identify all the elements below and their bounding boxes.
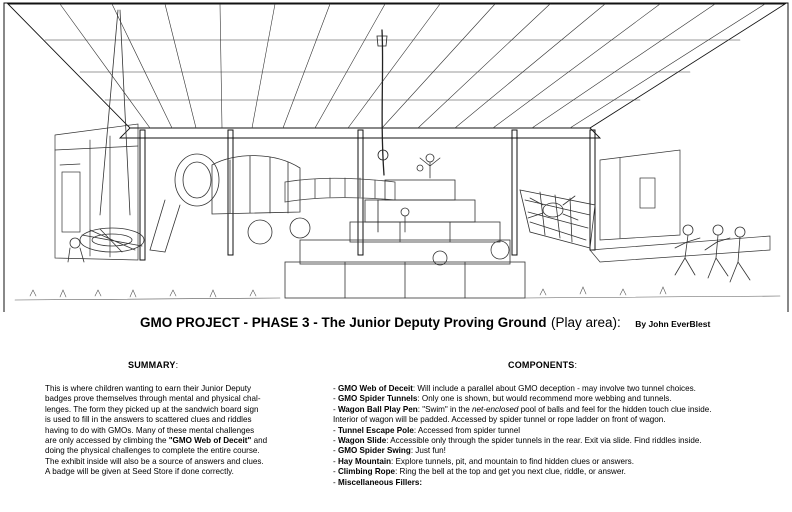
component-item: - GMO Web of Deceit: Will include a parallel about GMO deception - may involve two tunnel choices. (333, 384, 696, 393)
covered-wagon (150, 154, 310, 252)
title-main: GMO PROJECT - PHASE 3 - The Junior Deputy Proving Ground (140, 315, 547, 330)
component-name: GMO Spider Swing (337, 446, 411, 456)
left-shed (55, 124, 138, 260)
component-name: Miscellaneous Fillers (337, 477, 420, 487)
component-desc: : Only one is shown, but would recommend more webbing and tunnels. (417, 394, 672, 404)
component-item: - Hay Mountain: Explore tunnels, pit, and mountain to find hidden clues or answers. (333, 456, 634, 466)
component-item: - Wagon Ball Play Pen: "Swim" in the net-enclosed pool of balls and feel for the hidden touch clue inside. (333, 404, 712, 414)
summary-line: badges prove themselves through mental and physical chal- (45, 394, 261, 404)
components-list (333, 384, 783, 488)
climbing-rope (377, 30, 388, 232)
children-on-hay (401, 154, 440, 232)
summary-line: doing the physical challenges to complete the entire course. (45, 446, 260, 456)
component-desc: : Accessible only through the spider tunnels in the rear. Exit via slide. Find riddles inside. (386, 436, 702, 446)
summary-line-tail: and (251, 436, 268, 446)
component-name: GMO Web of Deceit (337, 384, 413, 393)
summary-line-text: are only accessed by climbing the (45, 436, 169, 446)
spider-swing (68, 10, 144, 262)
summary-line: This is where children wanting to earn their Junior Deputy (45, 384, 252, 393)
hay-mountain (285, 180, 525, 298)
summary-line: lenges. The form they picked up at the sandwich board sign (45, 404, 259, 414)
component-desc: Interior of wagon will be padded. Accessed by spider tunnel or rope ladder on front of wagon. (333, 415, 666, 425)
web-of-deceit-quote: "GMO Web of Deceit" (168, 436, 252, 446)
summary-line: A badge will be given at Seed Store if done correctly. (45, 467, 234, 477)
components-heading: COMPONENTS: (508, 360, 578, 370)
component-desc: : Will include a parallel about GMO deception - may involve two tunnel choices. (412, 384, 696, 393)
running-children (675, 225, 750, 282)
summary-text (45, 384, 325, 478)
title-subtitle: (Play area): (550, 315, 621, 330)
component-desc: : Accessed from spider tunnel (413, 425, 520, 435)
component-name: Climbing Rope (337, 467, 396, 477)
component-item: - GMO Spider Swing: Just fun! (333, 446, 446, 456)
component-desc: : "Swim" in the (417, 404, 473, 414)
component-name: Hay Mountain (337, 456, 392, 466)
web-of-deceit (520, 190, 595, 248)
component-item: - GMO Spider Tunnels: Only one is shown, but would recommend more webbing and tunnels. (333, 394, 672, 404)
component-item: - Miscellaneous Fillers: (333, 477, 423, 487)
component-desc-tail: pool of balls and feel for the hidden touch clue inside. (518, 404, 712, 414)
roof (8, 4, 785, 138)
summary-line (45, 436, 325, 446)
components-heading-text: COMPONENTS (508, 360, 575, 370)
component-desc: : Ring the bell at the top and get you next clue, riddle, or answer. (395, 467, 626, 477)
component-desc: : Explore tunnels, pit, and mountain to find hidden clues or answers. (391, 456, 634, 466)
component-name: Wagon Slide (337, 436, 387, 446)
component-desc: : (419, 477, 423, 487)
spider-tunnel (285, 178, 395, 202)
component-desc: : Just fun! (410, 446, 446, 456)
summary-line: is used to fill in the answers to scattered clues and riddles (45, 415, 252, 425)
summary-heading-text: SUMMARY (128, 360, 176, 370)
component-name: Tunnel Escape Pole (337, 425, 414, 435)
component-name: GMO Spider Tunnels (337, 394, 418, 404)
summary-line: The exhibit inside will also be a source of answers and clues. (45, 456, 264, 466)
component-item: - Tunnel Escape Pole: Accessed from spider tunnel (333, 425, 520, 435)
posts (140, 130, 595, 260)
component-name: Wagon Ball Play Pen (337, 404, 418, 414)
project-title (140, 314, 710, 332)
author-credit: By John EverBlest (635, 319, 711, 329)
component-desc-italic: net-enclosed (472, 404, 519, 414)
summary-heading: SUMMARY: (128, 360, 179, 370)
component-item-continued (333, 415, 783, 425)
component-item: - Wagon Slide: Accessible only through the spider tunnels in the rear. Exit via slide. Find riddles inside. (333, 436, 702, 446)
component-item: - Climbing Rope: Ring the bell at the top and get you next clue, riddle, or answer. (333, 467, 626, 477)
summary-line: having to do with GMOs. Many of these mental challenges (45, 425, 255, 435)
